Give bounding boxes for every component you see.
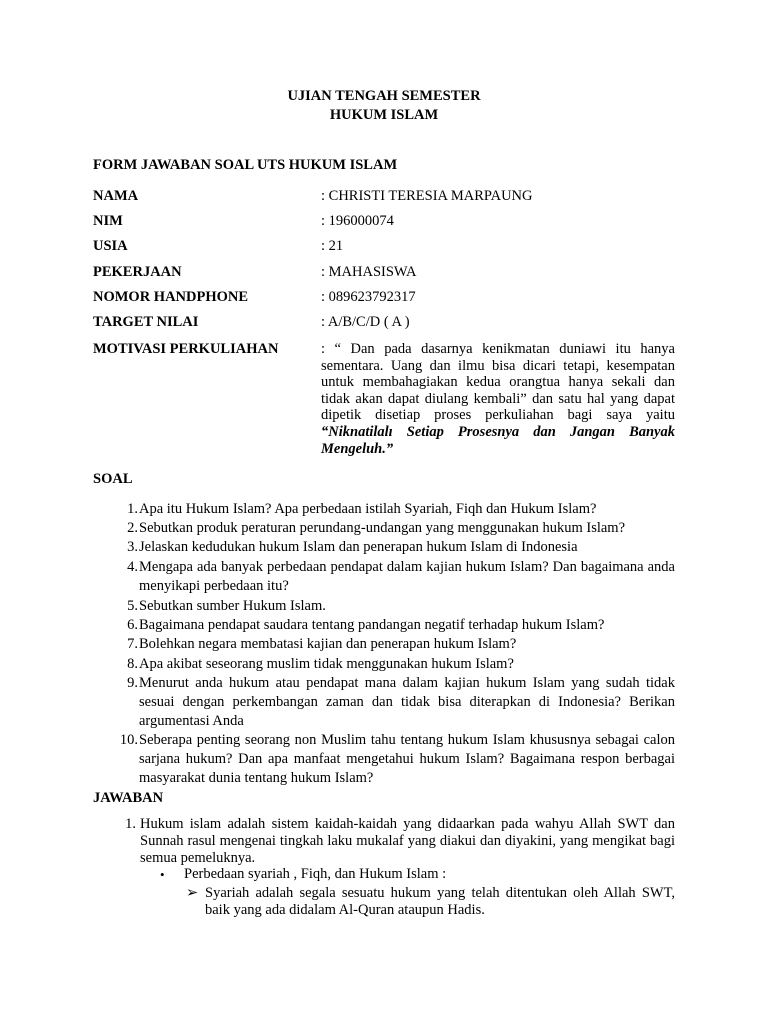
handphone-value: : 089623792317 <box>321 289 416 305</box>
arrow-item-text: Syariah adalah segala sesuatu hukum yang telah ditentukan oleh Allah SWT, baik yang ada didalam Al-Quran ataupun Hadis. <box>205 885 675 918</box>
question-number: 9. <box>127 675 138 691</box>
question-text: Bolehkan negara membatasi kajian dan penerapan hukum Islam? <box>139 636 517 652</box>
question-item <box>112 635 675 654</box>
target-nilai-value: : A/B/C/D ( A ) <box>321 314 410 330</box>
question-number: 4. <box>127 559 138 575</box>
motivasi-label: MOTIVASI PERKULIAHAN <box>93 341 279 357</box>
question-text: Apa akibat seseorang muslim tidak menggunakan hukum Islam? <box>139 656 514 672</box>
question-item <box>112 519 675 538</box>
pekerjaan-label: PEKERJAAN <box>93 264 182 280</box>
question-text: Jelaskan kedudukan hukum Islam dan penerapan hukum Islam di Indonesia <box>139 539 578 555</box>
question-number: 8. <box>127 656 138 672</box>
question-item <box>112 597 675 616</box>
question-number: 2. <box>127 520 138 536</box>
question-item <box>112 731 675 788</box>
title-line-1: UJIAN TENGAH SEMESTER <box>287 88 481 104</box>
usia-value: : 21 <box>321 238 344 254</box>
question-text: Bagaimana pendapat saudara tentang pandangan negatif terhadap hukum Islam? <box>139 617 605 633</box>
nama-label: NAMA <box>93 188 139 204</box>
handphone-label: NOMOR HANDPHONE <box>93 289 249 305</box>
soal-heading: SOAL <box>93 471 133 487</box>
question-item <box>112 538 675 557</box>
question-text: Sebutkan produk peraturan perundang-undangan yang menggunakan hukum Islam? <box>139 520 626 536</box>
question-text: Mengapa ada banyak perbedaan pendapat dalam kajian hukum Islam? Dan bagaimana anda menyikapi perbedaan itu? <box>139 559 675 594</box>
answer-item <box>112 816 675 866</box>
arrow-item <box>186 885 675 919</box>
question-item <box>112 674 675 731</box>
question-text: Apa itu Hukum Islam? Apa perbedaan istilah Syariah, Fiqh dan Hukum Islam? <box>139 501 597 517</box>
question-number: 3. <box>127 539 138 555</box>
title-line-2: HUKUM ISLAM <box>329 107 439 123</box>
nim-label: NIM <box>93 213 123 229</box>
motivasi-quote: “Niknatilalı Setiap Prosesnya dan Jangan Banyak Mengeluh.” <box>321 423 675 457</box>
answer-text: Hukum islam adalah sistem kaidah-kaidah yang didaarkan pada wahyu Allah SWT dan Sunnah rasul mengenai tingkah laku mukalaf yang diakui dan diyakini, yang mengikat bagi semua pemeluknya. <box>140 816 675 866</box>
question-item <box>112 655 675 674</box>
question-number: 7. <box>127 636 138 652</box>
jawaban-heading: JAWABAN <box>93 790 164 806</box>
question-item <box>112 616 675 635</box>
question-item <box>112 558 675 596</box>
arrow-bullet-icon: ➢ <box>186 885 199 901</box>
bullet-icon: • <box>160 867 165 882</box>
usia-label: USIA <box>93 238 128 254</box>
nim-value: : 196000074 <box>321 213 394 229</box>
question-number: 5. <box>127 598 138 614</box>
question-number: 1. <box>127 501 138 517</box>
target-nilai-label: TARGET NILAI <box>93 314 199 330</box>
bullet-text: Perbedaan syariah , Fiqh, dan Hukum Islam : <box>184 866 447 882</box>
question-number: 10. <box>119 732 138 748</box>
question-text: Sebutkan sumber Hukum Islam. <box>139 598 326 614</box>
motivasi-text: : “ Dan pada dasarnya kenikmatan duniawi itu hanya sementara. Uang dan ilmu bisa dicari tetapi, kesempatan untuk membahagiakan kedua orangtua hanya sekali dan tidak akan dapat diulang kembali” dan satu hal yang dapat dipetik disetiap proses perkuliahan bagi saya yaitu <box>321 341 675 424</box>
pekerjaan-value: : MAHASISWA <box>321 264 417 280</box>
answer-number: 1. <box>125 816 136 832</box>
question-text: Seberapa penting seorang non Muslim tahu tentang hukum Islam khususnya sebagai calon sarjana hukum? Dan apa manfaat mengetahui hukum Islam? Bagaimana respon berbagai masyarakat dunia tentang hukum Islam? <box>139 732 675 786</box>
question-item <box>112 500 675 519</box>
form-title: FORM JAWABAN SOAL UTS HUKUM ISLAM <box>93 157 398 173</box>
motivasi-value <box>321 341 675 457</box>
question-text: Menurut anda hukum atau pendapat mana dalam kajian hukum Islam yang sudah tidak sesuai dengan perkembangan zaman dan tidak bisa diterapkan di Indonesia? Berikan argumentasi Anda <box>139 675 675 729</box>
question-number: 6. <box>127 617 138 633</box>
nama-value: : CHRISTI TERESIA MARPAUNG <box>321 188 533 204</box>
